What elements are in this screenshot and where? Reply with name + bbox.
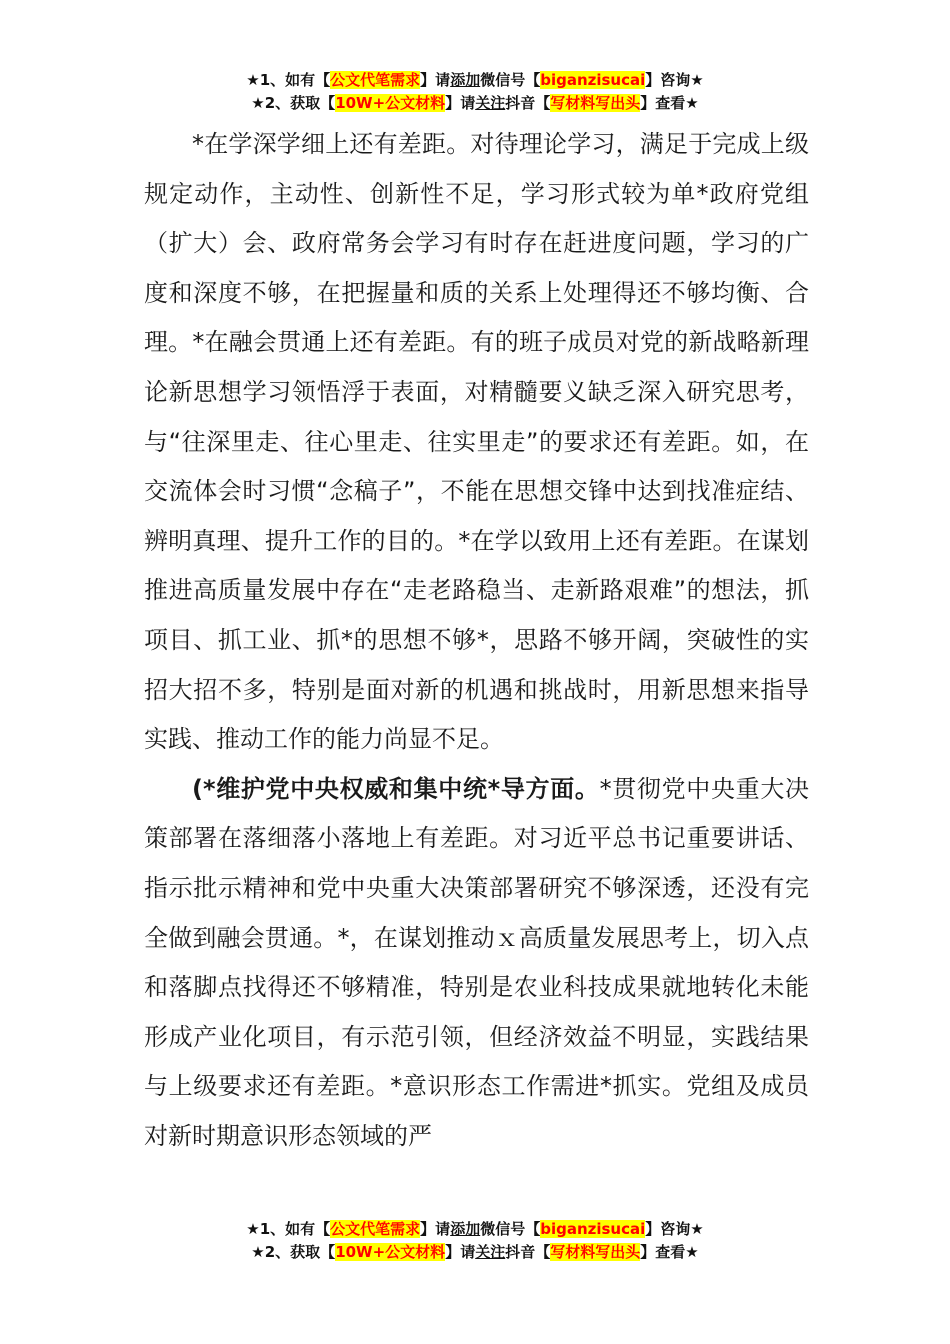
body-paragraph: *在学深学细上还有差距。对待理论学习，满足于完成上级规定动作，主动性、创新性不足，学习形式较为单*政府党组（扩大）会、政府常务会学习有时存在赶进度问题，学习的广度和深度不够，在把握量和质的关系上处理得还不够均衡、合理。*在融会贯通上还有差距。有的班子成员对党的新战略新理论新思想学习领悟浮于表面，对精髓要义缺乏深入研究思考，与“往深里走、往心里走、往实里走”的要求还有差距。如，在交流体会时习惯“念稿子”，不能在思想交锋中达到找准症结、辨明真理、提升工作的目的。*在学以致用上还有差距。在谋划推进高质量发展中存在“走老路稳当、走新路艰难”的想法，抓项目、抓工业、抓*的思想不够*，思路不够开阔，突破性的实招大招不多，特别是面对新的机遇和挑战时，用新思想来指导实践、推动工作的能力尚显不足。 — [144, 130, 809, 754]
paragraph-text: *贯彻党中央重大决策部署在落细落小落地上有差距。对习近平总书记重要讲话、指示批示精神和党中央重大决策部署研究不够深透，还没有完全做到融会贯通。*，在谋划推动ｘ高质量发展思考上，切入点和落脚点找得还不够精准，特别是农业科技成果就地转化未能形成产业化项目，有示范引领，但经济效益不明显，实践结果与上级要求还有差距。*意识形态工作需进*抓实。党组及成员对新时期意识形态领域的严 — [144, 774, 809, 1150]
banner-line-2 — [0, 1241, 950, 1264]
banner-line-1 — [0, 69, 950, 92]
document-body — [144, 120, 809, 1161]
banner-text: 微信号【 — [480, 71, 541, 89]
wechat-id: biganzisucai — [540, 71, 646, 89]
underlined-text: 添加 — [450, 71, 481, 89]
douyin-account: 写材料写出头 — [550, 1243, 641, 1261]
underlined-text: 关注 — [475, 1243, 506, 1261]
banner-line-2 — [0, 92, 950, 115]
banner-text: 】请 — [445, 1243, 476, 1261]
banner-text: ★2、获取【 — [251, 1243, 336, 1261]
highlight-text: 10W+公文材料 — [335, 94, 446, 112]
douyin-account: 写材料写出头 — [550, 94, 641, 112]
banner-text: 】请 — [420, 1220, 451, 1238]
highlight-text: 公文代笔需求 — [330, 1220, 421, 1238]
section-heading: (*维护党中央权威和集中统*导方面。 — [192, 774, 600, 803]
highlight-text: 公文代笔需求 — [330, 71, 421, 89]
banner-text: 抖音【 — [505, 94, 551, 112]
banner-text: 】请 — [420, 71, 451, 89]
banner-text: 】咨询★ — [645, 1220, 704, 1238]
banner-text: 】请 — [445, 94, 476, 112]
banner-text: ★2、获取【 — [251, 94, 336, 112]
body-paragraph — [144, 765, 809, 1162]
banner-text: 】查看★ — [640, 94, 699, 112]
underlined-text: 添加 — [450, 1220, 481, 1238]
banner-text: 】查看★ — [640, 1243, 699, 1261]
banner-text: ★1、如有【 — [246, 71, 331, 89]
highlight-text: 10W+公文材料 — [335, 1243, 446, 1261]
underlined-text: 关注 — [475, 94, 506, 112]
banner-text: 抖音【 — [505, 1243, 551, 1261]
banner-text: 】咨询★ — [645, 71, 704, 89]
footer-banner — [0, 1218, 950, 1264]
banner-text: ★1、如有【 — [246, 1220, 331, 1238]
header-banner — [0, 69, 950, 115]
banner-text: 微信号【 — [480, 1220, 541, 1238]
wechat-id: biganzisucai — [540, 1220, 646, 1238]
banner-line-1 — [0, 1218, 950, 1241]
